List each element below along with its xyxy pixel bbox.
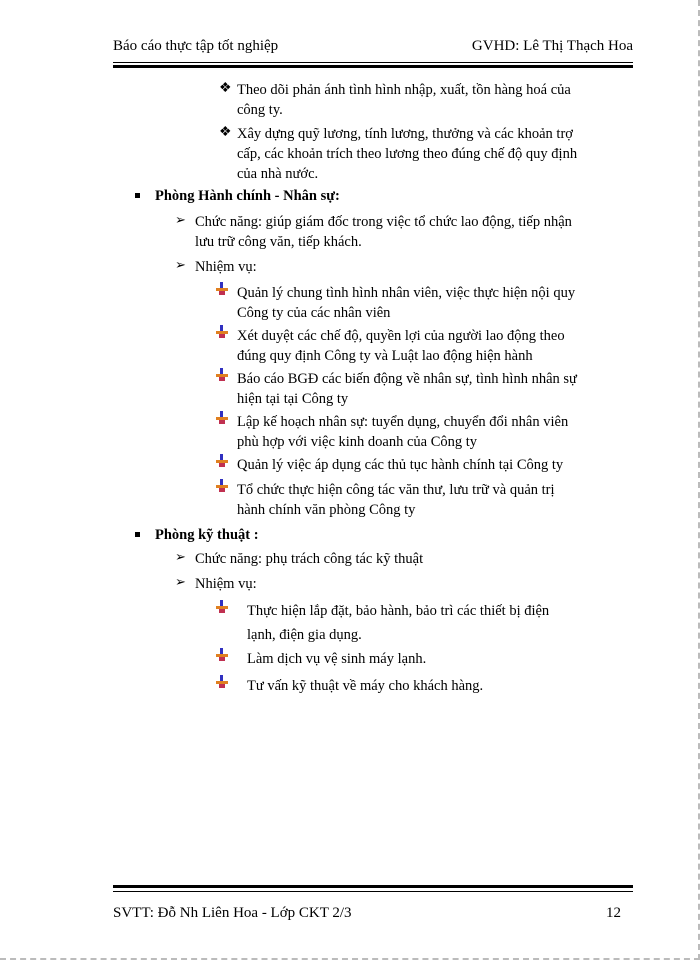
acct-task-2-line-2: cấp, các khoản trích theo lương theo đúng chế độ quy định [237, 146, 578, 162]
acct-task-1-line-1: Theo dõi phản ánh tình hình nhập, xuất, tồn hàng hoá của [237, 82, 571, 98]
header-advisor: GVHD: Lê Thị Thạch Hoa [471, 38, 633, 54]
square-bullet-icon [135, 532, 140, 537]
hr-duty-2-line-2: đúng quy định Công ty và Luật lao động hiện hành [237, 348, 533, 364]
hr-duties-label: Nhiệm vụ: [195, 259, 257, 275]
page-header [113, 38, 633, 62]
pointing-hand-icon [214, 367, 230, 383]
pointing-hand-icon [214, 647, 230, 663]
pointing-hand-icon [214, 453, 230, 469]
hr-section-title: Phòng Hành chính - Nhân sự: [155, 188, 340, 204]
pointing-hand-icon [214, 674, 230, 690]
hr-duty-6-line-2: hành chính văn phòng Công ty [237, 502, 416, 518]
hr-function-line-1: Chức năng: giúp giám đốc trong việc tổ chức lao động, tiếp nhận [195, 214, 572, 230]
pointing-hand-icon [214, 324, 230, 340]
arrow-bullet-icon: ➢ [175, 549, 186, 564]
header-rule [113, 62, 633, 68]
acct-task-2-line-1: Xây dựng quỹ lương, tính lương, thưởng và các khoản trợ [237, 126, 573, 142]
pointing-hand-icon [214, 281, 230, 297]
arrow-bullet-icon: ➢ [175, 574, 186, 589]
tech-function-line: Chức năng: phụ trách công tác kỹ thuật [195, 551, 424, 567]
hr-duty-1-line-2: Công ty của các nhân viên [237, 305, 391, 321]
pointing-hand-icon [214, 478, 230, 494]
hr-duty-3-line-1: Báo cáo BGĐ các biến động về nhân sự, tình hình nhân sự [237, 371, 577, 387]
footer-student: SVTT: Đỗ Nh Liên Hoa - Lớp CKT 2/3 [113, 905, 352, 921]
footer-rule [113, 885, 633, 892]
diamond-bullet-icon: ❖ [219, 81, 232, 96]
arrow-bullet-icon: ➢ [175, 257, 186, 272]
square-bullet-icon [135, 193, 140, 198]
tech-duty-3-line-1: Tư vấn kỹ thuật về máy cho khách hàng. [247, 678, 484, 694]
diamond-bullet-icon: ❖ [219, 125, 232, 140]
page-number: 12 [606, 905, 621, 921]
pointing-hand-icon [214, 410, 230, 426]
hr-duty-2-line-1: Xét duyệt các chế độ, quyền lợi của người lao động theo [237, 328, 565, 344]
tech-duty-1-line-2: lạnh, điện gia dụng. [247, 627, 362, 643]
hr-function-line-2: lưu trữ công văn, tiếp khách. [195, 234, 362, 250]
hr-duty-4-line-2: phù hợp với việc kinh doanh của Công ty [237, 434, 478, 450]
tech-section-title: Phòng kỹ thuật : [155, 527, 259, 543]
hr-duty-4-line-1: Lập kế hoạch nhân sự: tuyển dụng, chuyển đổi nhân viên [237, 414, 569, 430]
tech-duty-1-line-1: Thực hiện lắp đặt, bảo hành, bảo trì các thiết bị điện [247, 603, 550, 619]
hr-duty-5-line-1: Quản lý việc áp dụng các thủ tục hành chính tại Công ty [237, 457, 564, 473]
arrow-bullet-icon: ➢ [175, 212, 186, 227]
hr-duty-3-line-2: hiện tại tại Công ty [237, 391, 349, 407]
pointing-hand-icon [214, 599, 230, 615]
tech-duty-2-line-1: Làm dịch vụ vệ sinh máy lạnh. [247, 651, 427, 667]
acct-task-1-line-2: công ty. [237, 102, 283, 118]
hr-duty-6-line-1: Tổ chức thực hiện công tác văn thư, lưu trữ và quản trị [237, 482, 555, 498]
hr-duty-1-line-1: Quản lý chung tình hình nhân viên, việc thực hiện nội quy [237, 285, 576, 301]
header-report-title: Báo cáo thực tập tốt nghiệp [113, 38, 279, 54]
tech-duties-label: Nhiệm vụ: [195, 576, 257, 592]
acct-task-2-line-3: của nhà nước. [237, 166, 319, 182]
page-footer [113, 905, 633, 925]
